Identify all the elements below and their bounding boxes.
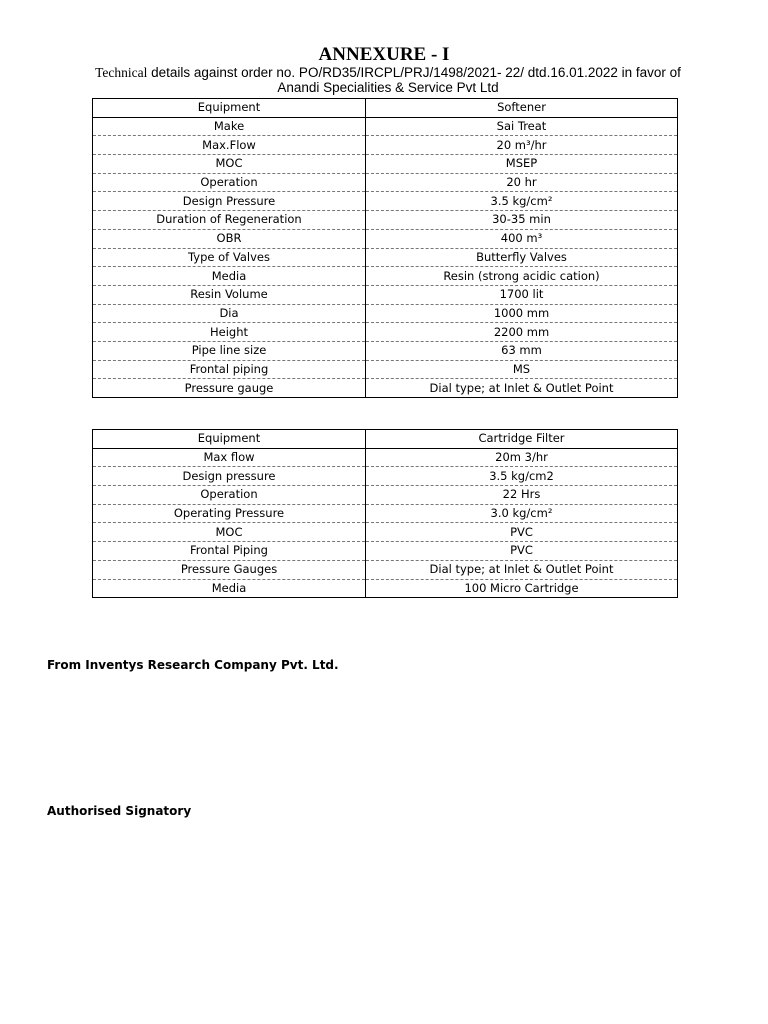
table-row [93, 379, 678, 398]
value-cell: 20 hr [366, 173, 678, 192]
table-row [93, 304, 678, 323]
parameter-cell: Operation [93, 486, 366, 505]
table-row [93, 136, 678, 155]
value-cell: 30-35 min [366, 211, 678, 230]
parameter-cell: Pressure Gauges [93, 560, 366, 579]
value-cell: 400 m³ [366, 229, 678, 248]
table-row [93, 542, 678, 561]
parameter-cell: Operating Pressure [93, 504, 366, 523]
value-cell: 3.0 kg/cm² [366, 504, 678, 523]
annexure-title: ANNEXURE - I [318, 44, 450, 65]
table-row [93, 360, 678, 379]
softener-spec-table [92, 98, 678, 398]
parameter-cell: Height [93, 323, 366, 342]
table-row [93, 229, 678, 248]
table-header-row [93, 99, 678, 118]
table-row [93, 523, 678, 542]
parameter-cell: Design Pressure [93, 192, 366, 211]
value-cell: PVC [366, 523, 678, 542]
table-row [93, 560, 678, 579]
parameter-cell: MOC [93, 155, 366, 174]
table-row [93, 467, 678, 486]
value-cell: Butterfly Valves [366, 248, 678, 267]
parameter-cell: Type of Valves [93, 248, 366, 267]
header-equipment-type-cell: Softener [366, 99, 678, 118]
order-reference-rest: details against order no. PO/RD35/IRCPL/PRJ/1498/2021- 22/ dtd.16.01.2022 in favor of [147, 65, 681, 80]
parameter-cell: Media [93, 267, 366, 286]
parameter-cell: Max.Flow [93, 136, 366, 155]
table-row [93, 486, 678, 505]
parameter-cell: Pipe line size [93, 341, 366, 360]
table-row [93, 267, 678, 286]
parameter-cell: OBR [93, 229, 366, 248]
parameter-cell: Pressure gauge [93, 379, 366, 398]
value-cell: PVC [366, 542, 678, 561]
value-cell: Resin (strong acidic cation) [366, 267, 678, 286]
cartridge-filter-spec-table [92, 429, 678, 598]
value-cell: MSEP [366, 155, 678, 174]
value-cell: 1700 lit [366, 285, 678, 304]
authorised-signatory-label: Authorised Signatory [47, 804, 192, 818]
value-cell: 22 Hrs [366, 486, 678, 505]
issuer-line: From Inventys Research Company Pvt. Ltd. [47, 658, 339, 672]
table-row [93, 117, 678, 136]
table-row [93, 323, 678, 342]
parameter-cell: Make [93, 117, 366, 136]
table-header-row [93, 430, 678, 449]
value-cell: Dial type; at Inlet & Outlet Point [366, 379, 678, 398]
table-row [93, 155, 678, 174]
value-cell: 20 m³/hr [366, 136, 678, 155]
parameter-cell: Duration of Regeneration [93, 211, 366, 230]
parameter-cell: Media [93, 579, 366, 598]
order-reference-lead: Technical [95, 65, 148, 80]
value-cell: 1000 mm [366, 304, 678, 323]
table-row [93, 341, 678, 360]
parameter-cell: MOC [93, 523, 366, 542]
table-row [93, 248, 678, 267]
parameter-cell: Frontal Piping [93, 542, 366, 561]
parameter-cell: Frontal piping [93, 360, 366, 379]
value-cell: 3.5 kg/cm² [366, 192, 678, 211]
value-cell: 3.5 kg/cm2 [366, 467, 678, 486]
parameter-cell: Resin Volume [93, 285, 366, 304]
vendor-name: Anandi Specialities & Service Pvt Ltd [277, 80, 499, 95]
table-row [93, 448, 678, 467]
table-row [93, 285, 678, 304]
value-cell: 20m 3/hr [366, 448, 678, 467]
table-row [93, 579, 678, 598]
parameter-cell: Dia [93, 304, 366, 323]
header-equipment-type-cell: Cartridge Filter [366, 430, 678, 449]
value-cell: MS [366, 360, 678, 379]
table-row [93, 192, 678, 211]
value-cell: 100 Micro Cartridge [366, 579, 678, 598]
table-row [93, 504, 678, 523]
table-row [93, 173, 678, 192]
value-cell: 63 mm [366, 341, 678, 360]
header-equipment-cell: Equipment [93, 430, 366, 449]
order-reference [60, 65, 716, 95]
parameter-cell: Max flow [93, 448, 366, 467]
value-cell: Sai Treat [366, 117, 678, 136]
parameter-cell: Operation [93, 173, 366, 192]
value-cell: 2200 mm [366, 323, 678, 342]
table-row [93, 211, 678, 230]
parameter-cell: Design pressure [93, 467, 366, 486]
value-cell: Dial type; at Inlet & Outlet Point [366, 560, 678, 579]
header-equipment-cell: Equipment [93, 99, 366, 118]
